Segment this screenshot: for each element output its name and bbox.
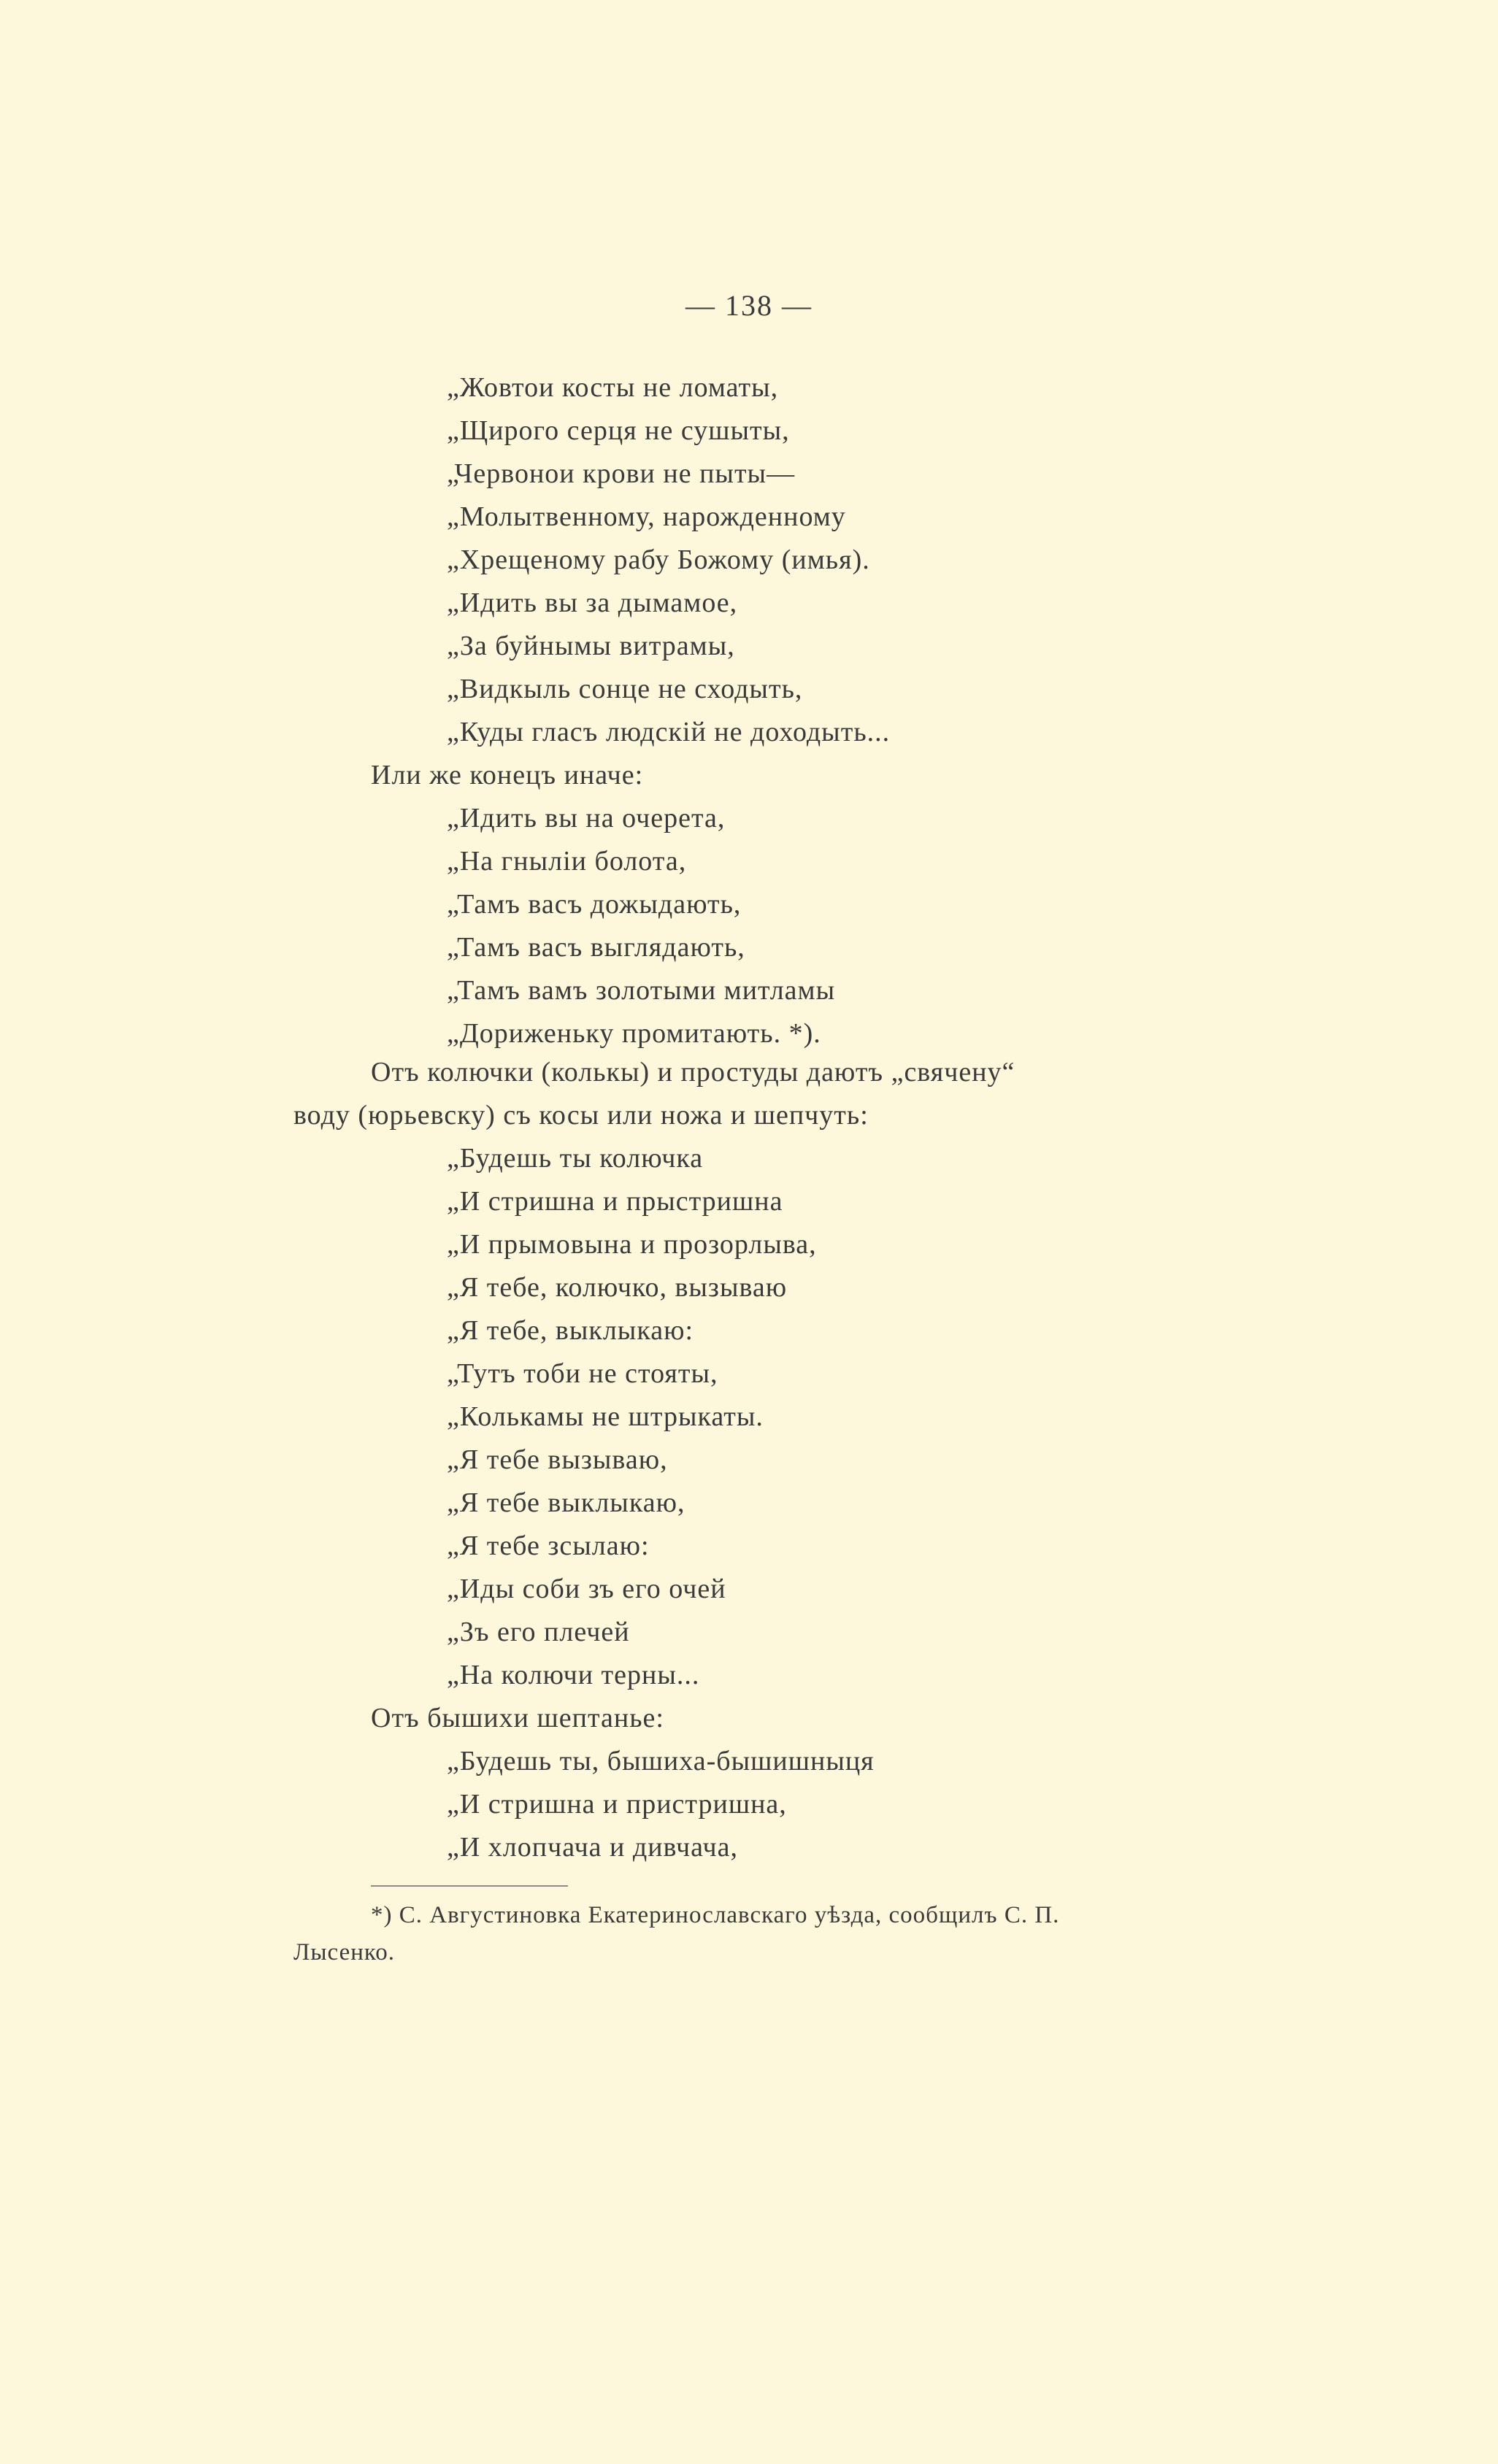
prose-line: Отъ бышихи шептанье: (371, 1703, 664, 1733)
prose-line: воду (юрьевску) съ косы или ножа и шепчуть: (293, 1100, 869, 1131)
verse-line: „Я тебе, колючко, вызываю (447, 1272, 788, 1303)
verse-line: „На колючи терны... (447, 1660, 700, 1690)
verse-line: „Видкыль сонце не сходыть, (447, 674, 803, 704)
verse-line: „Колькамы не штрыкаты. (447, 1401, 764, 1432)
verse-line: „И хлопчача и дивчача, (447, 1832, 738, 1863)
verse-line: „Тутъ тоби не стояты, (447, 1358, 718, 1389)
verse-line: „Тамъ вамъ золотыми митламы (447, 975, 836, 1006)
verse-line: „На гныліи болота, (447, 846, 687, 877)
prose-line: Или же конецъ иначе: (371, 760, 644, 790)
verse-line: „Дориженьку промитають. *). (447, 1018, 821, 1049)
verse-line: „За буйнымы витрамы, (447, 631, 735, 661)
verse-line: „Идить вы за дымамое, (447, 588, 738, 618)
verse-line: „Червонои крови не пыты— (447, 458, 796, 489)
verse-line: „Иды соби зъ его очей (447, 1574, 726, 1604)
verse-line: „Я тебе выклыкаю, (447, 1487, 685, 1518)
verse-line: „Я тебе зсылаю: (447, 1531, 650, 1561)
verse-line: „Щирого серця не сушыты, (447, 415, 790, 446)
verse-line: „Будешь ты, бышиха-бышишныця (447, 1746, 875, 1776)
verse-line: „Хрещеному рабу Божому (имья). (447, 544, 870, 575)
verse-line: „Будешь ты колючка (447, 1143, 704, 1174)
verse-line: „Тамъ васъ дожыдають, (447, 889, 742, 920)
verse-line: „Идить вы на очерета, (447, 803, 726, 833)
verse-line: „Я тебе, выклыкаю: (447, 1315, 694, 1346)
verse-line: „Тамъ васъ выглядають, (447, 932, 745, 963)
footnote-divider (371, 1885, 568, 1887)
footnote-line: Лысенко. (293, 1939, 396, 1966)
verse-line: „И прымовына и прозорлыва, (447, 1229, 817, 1260)
verse-line: „И стришна и пристришна, (447, 1789, 787, 1820)
verse-line: „Куды гласъ людскій не доходыть... (447, 717, 891, 747)
page-number: — 138 — (685, 289, 813, 322)
verse-line: „Жовтои косты не ломаты, (447, 372, 779, 403)
footnote-line: *) С. Августиновка Екатеринославскаго уѣзда, сообщилъ С. П. (371, 1902, 1060, 1928)
prose-line: Отъ колючки (колькы) и простуды даютъ „свячену“ (371, 1057, 1015, 1087)
verse-line: „Молытвенному, нарожденному (447, 501, 846, 532)
verse-line: „Зъ его плечей (447, 1617, 630, 1647)
verse-line: „Я тебе вызываю, (447, 1444, 668, 1475)
verse-line: „И стришна и прыстришна (447, 1186, 783, 1217)
